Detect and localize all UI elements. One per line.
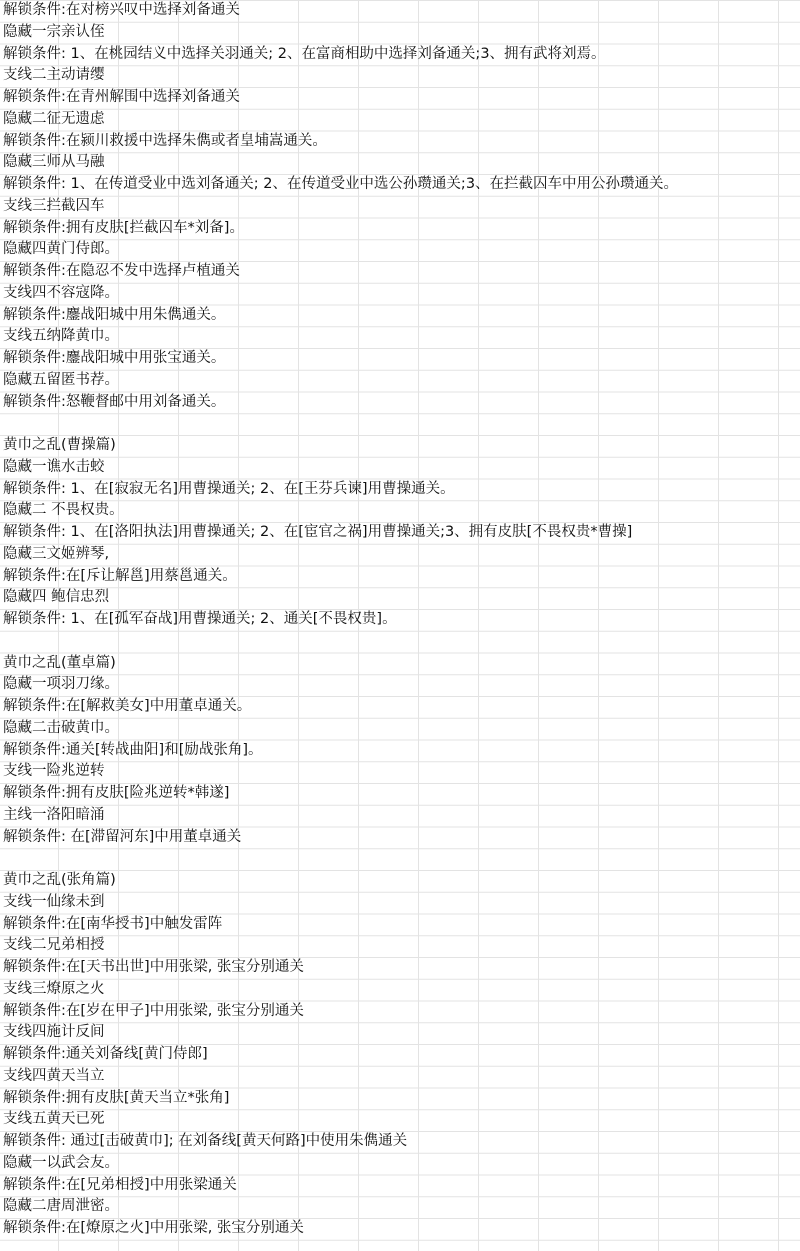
- sheet-row[interactable]: [0, 413, 800, 435]
- sheet-row[interactable]: 解锁条件:鏖战阳城中用张宝通关。: [3, 350, 226, 366]
- sheet-row[interactable]: 支线二兄弟相授: [3, 937, 105, 954]
- sheet-row[interactable]: [0, 631, 800, 653]
- sheet-row[interactable]: 黄巾之乱(董卓篇): [3, 654, 116, 671]
- sheet-row[interactable]: 支线三拦截囚车: [3, 197, 105, 214]
- sheet-row[interactable]: 解锁条件: 1、在[寂寂无名]用曹操通关; 2、在[王芬兵谏]用曹操通关。: [3, 480, 455, 497]
- sheet-row[interactable]: 解锁条件:拥有皮肤[险兆逆转*韩遂]: [3, 785, 230, 801]
- sheet-row[interactable]: 解锁条件: 1、在[孤军奋战]用曹操通关; 2、通关[不畏权贵]。: [3, 611, 397, 627]
- sheet-row[interactable]: 隐藏一以武会友。: [3, 1154, 119, 1171]
- sheet-row[interactable]: 解锁条件:在颍川救援中选择朱儁或者皇埔嵩通关。: [3, 132, 327, 149]
- sheet-row[interactable]: 解锁条件: 1、在桃园结义中选择关羽通关; 2、在富商相助中选择刘备通关;3、拥有武将刘焉。: [3, 45, 606, 62]
- sheet-row[interactable]: 解锁条件:在对榜兴叹中选择刘备通关: [3, 2, 240, 18]
- sheet-row[interactable]: 支线一险兆逆转: [3, 763, 105, 780]
- sheet-row[interactable]: 支线二主动请缨: [3, 67, 105, 84]
- sheet-row[interactable]: 解锁条件:在[天书出世]中用张梁, 张宝分别通关: [3, 959, 304, 975]
- sheet-row[interactable]: [0, 848, 800, 870]
- sheet-row[interactable]: 支线五黄天已死: [3, 1111, 105, 1128]
- sheet-row[interactable]: 解锁条件: 1、在传道受业中选刘备通关; 2、在传道受业中选公孙瓒通关;3、在拦截囚车中用公孙瓒通关。: [3, 176, 679, 192]
- sheet-row[interactable]: 解锁条件:在[兄弟相授]中用张梁通关: [3, 1176, 237, 1193]
- sheet-row[interactable]: 黄巾之乱(张角篇): [3, 872, 116, 888]
- sheet-row[interactable]: 解锁条件:通关[转战曲阳]和[励战张角]。: [3, 741, 263, 758]
- sheet-row[interactable]: 解锁条件:在[燎原之火]中用张梁, 张宝分别通关: [3, 1220, 304, 1236]
- sheet-row[interactable]: 隐藏二唐周泄密。: [3, 1198, 119, 1215]
- sheet-row[interactable]: 解锁条件:在隐忍不发中选择卢植通关: [3, 263, 240, 279]
- sheet-row[interactable]: 解锁条件: 1、在[洛阳执法]用曹操通关; 2、在[宦官之祸]用曹操通关;3、拥有皮肤[不畏权贵*曹操]: [3, 524, 633, 540]
- sheet-row[interactable]: 支线四不容寇降。: [3, 284, 119, 301]
- sheet-row[interactable]: 隐藏二征无遗虑: [3, 110, 105, 127]
- sheet-row[interactable]: 隐藏五留匿书荐。: [3, 371, 119, 388]
- sheet-row[interactable]: 解锁条件: 在[滞留河东]中用董卓通关: [3, 828, 242, 845]
- sheet-row[interactable]: 解锁条件: 通过[击破黄巾]; 在刘备线[黄天何路]中使用朱儁通关: [3, 1133, 408, 1149]
- sheet-row[interactable]: 隐藏四 鲍信忠烈: [3, 589, 110, 606]
- sheet-row[interactable]: 隐藏一项羽刀缘。: [3, 676, 119, 693]
- sheet-row[interactable]: 解锁条件:在[南华授书]中触发雷阵: [3, 915, 223, 932]
- sheet-row[interactable]: 主线一洛阳暗涌: [3, 806, 105, 823]
- sheet-row[interactable]: 隐藏三文姬辨琴,: [3, 545, 110, 562]
- sheet-row[interactable]: 隐藏二击破黄巾。: [3, 719, 119, 736]
- sheet-row[interactable]: 解锁条件:怒鞭督邮中用刘备通关。: [3, 393, 226, 410]
- sheet-row[interactable]: 隐藏三师从马融: [3, 154, 105, 171]
- sheet-row[interactable]: 解锁条件:在青州解围中选择刘备通关: [3, 89, 240, 105]
- sheet-row[interactable]: 解锁条件:拥有皮肤[拦截囚车*刘备]。: [3, 219, 244, 236]
- sheet-row[interactable]: 隐藏一宗亲认侄: [3, 23, 105, 40]
- sheet-row[interactable]: 隐藏四黄门侍郎。: [3, 241, 119, 258]
- sheet-row[interactable]: 解锁条件:鏖战阳城中用朱儁通关。: [3, 306, 226, 323]
- sheet-row[interactable]: 支线四黄天当立: [3, 1067, 105, 1084]
- sheet-row[interactable]: 支线三燎原之火: [3, 980, 105, 997]
- sheet-row[interactable]: 支线一仙缘未到: [3, 893, 105, 910]
- sheet-row[interactable]: 解锁条件:在[岁在甲子]中用张梁, 张宝分别通关: [3, 1002, 304, 1019]
- sheet-row[interactable]: 黄巾之乱(曹操篇): [3, 437, 116, 453]
- sheet-row[interactable]: 解锁条件:在[解救美女]中用董卓通关。: [3, 698, 252, 714]
- sheet-row[interactable]: 隐藏一谯水击蛟: [3, 458, 105, 475]
- sheet-row[interactable]: 解锁条件:在[斥让解邕]用蔡邕通关。: [3, 567, 237, 584]
- sheet-row[interactable]: 支线五纳降黄巾。: [3, 328, 119, 345]
- sheet-row[interactable]: 隐藏二 不畏权贵。: [3, 502, 124, 519]
- sheet-row[interactable]: 支线四施计反间: [3, 1024, 105, 1041]
- sheet-row[interactable]: 解锁条件:通关刘备线[黄门侍郎]: [3, 1046, 208, 1062]
- sheet-row[interactable]: 解锁条件:拥有皮肤[黄天当立*张角]: [3, 1089, 230, 1106]
